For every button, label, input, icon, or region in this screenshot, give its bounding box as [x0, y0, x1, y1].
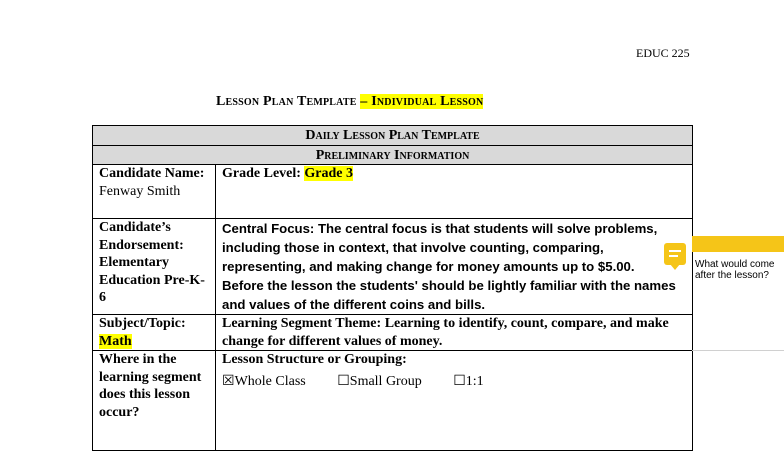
course-code: EDUC 225 [636, 46, 690, 60]
checkbox-empty-icon[interactable]: ☐ [453, 373, 466, 389]
theme-label: Learning Segment Theme: [222, 316, 382, 331]
endorsement-value: Elementary Education Pre-K-6 [99, 255, 205, 305]
subject-cell [93, 315, 216, 351]
grade-value: Grade 3 [304, 166, 354, 181]
title-main: Lesson Plan Template [216, 94, 357, 109]
grade-label: Grade Level: [222, 166, 301, 181]
central-focus-block [222, 219, 686, 314]
structure-label: Lesson Structure or Grouping: [222, 352, 407, 367]
endorsement-cell [93, 219, 216, 315]
band-preliminary-info: Preliminary Information [93, 145, 693, 165]
subject-label: Subject/Topic: [99, 316, 186, 331]
comment-header-bar[interactable] [692, 236, 784, 252]
title-highlight: – Individual Lesson [360, 94, 484, 109]
candidate-cell [93, 165, 216, 219]
where-cell [93, 351, 216, 451]
central-focus-cell [216, 219, 693, 315]
central-focus-label: Central Focus: [222, 221, 315, 236]
subject-value: Math [99, 333, 132, 349]
option-whole-class-label: Whole Class [234, 373, 306, 389]
option-one-on-one[interactable] [453, 374, 497, 389]
where-label: Where in the learning segment does this lesson occur? [99, 352, 202, 420]
band-daily-template: Daily Lesson Plan Template [93, 126, 693, 146]
endorsement-label: Candidate’s Endorsement: [99, 220, 184, 253]
comment-text[interactable]: What would come after the lesson? [695, 259, 775, 281]
checkbox-empty-icon[interactable]: ☐ [337, 373, 350, 389]
candidate-value: Fenway Smith [99, 183, 181, 199]
grade-cell [216, 165, 693, 219]
grouping-options [222, 373, 686, 391]
lesson-plan-table [92, 125, 693, 451]
structure-cell [216, 351, 693, 451]
central-focus-text-2: Before the lesson the students' should be lightly familiar with the names and values of the different coins and bills. [222, 278, 676, 312]
comment-icon[interactable] [664, 243, 686, 265]
candidate-label: Candidate Name: [99, 166, 205, 181]
option-whole-class[interactable] [222, 374, 320, 389]
option-one-on-one-label: 1:1 [465, 373, 484, 389]
theme-value: Learning to identify, count, compare, and make change for different values of money. [222, 316, 669, 349]
option-small-group[interactable] [337, 374, 436, 389]
document-title [216, 94, 483, 110]
central-focus-text: The central focus is that students will solve problems, including those in context, that involve counting, comparing, representing, and making change for money amounts up to $5.00. [222, 221, 658, 274]
checkbox-checked-icon[interactable]: ☒ [222, 373, 235, 389]
comment-divider [692, 350, 784, 351]
theme-cell [216, 315, 693, 351]
option-small-group-label: Small Group [349, 373, 422, 389]
